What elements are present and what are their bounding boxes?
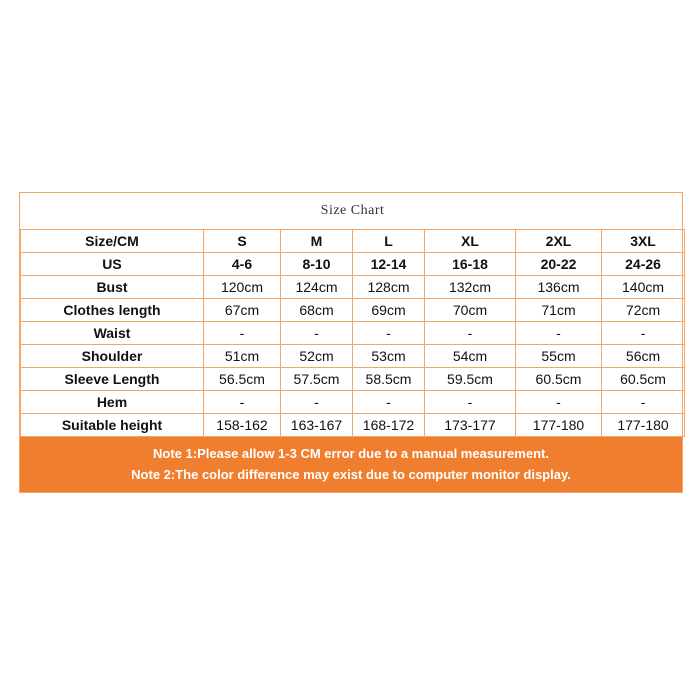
header-cell: XL: [425, 230, 516, 253]
table-cell: -: [516, 322, 602, 345]
table-cell: -: [281, 322, 353, 345]
table-cell: -: [516, 391, 602, 414]
table-cell: 24-26: [602, 253, 685, 276]
table-cell: 69cm: [353, 299, 425, 322]
row-label: Clothes length: [21, 299, 204, 322]
table-cell: 158-162: [204, 414, 281, 437]
header-cell: L: [353, 230, 425, 253]
header-cell: Size/CM: [21, 230, 204, 253]
table-row: [21, 368, 685, 391]
table-cell: 59.5cm: [425, 368, 516, 391]
table-cell: 53cm: [353, 345, 425, 368]
table-cell: -: [425, 322, 516, 345]
table-row: [21, 414, 685, 437]
table-row: [21, 391, 685, 414]
table-cell: -: [353, 391, 425, 414]
table-cell: 55cm: [516, 345, 602, 368]
table-cell: 56.5cm: [204, 368, 281, 391]
table-cell: 60.5cm: [516, 368, 602, 391]
table-cell: 120cm: [204, 276, 281, 299]
table-row: [21, 345, 685, 368]
table-cell: -: [204, 391, 281, 414]
table-cell: -: [602, 322, 685, 345]
table-cell: 54cm: [425, 345, 516, 368]
note-1: Note 1:Please allow 1-3 CM error due to a manual measurement.: [153, 446, 549, 461]
table-cell: 132cm: [425, 276, 516, 299]
table-cell: -: [281, 391, 353, 414]
table-cell: 58.5cm: [353, 368, 425, 391]
table-cell: -: [425, 391, 516, 414]
table-cell: 56cm: [602, 345, 685, 368]
row-label: Hem: [21, 391, 204, 414]
table-cell: 16-18: [425, 253, 516, 276]
header-row: [21, 230, 685, 253]
table-row: [21, 276, 685, 299]
table-cell: 60.5cm: [602, 368, 685, 391]
table-row: [21, 299, 685, 322]
table-cell: 140cm: [602, 276, 685, 299]
table-cell: 128cm: [353, 276, 425, 299]
notes-banner: [20, 437, 682, 492]
table-cell: 57.5cm: [281, 368, 353, 391]
table-cell: 72cm: [602, 299, 685, 322]
header-cell: 2XL: [516, 230, 602, 253]
table-cell: 70cm: [425, 299, 516, 322]
size-chart: [19, 192, 683, 493]
table-cell: 67cm: [204, 299, 281, 322]
table-cell: -: [204, 322, 281, 345]
row-label: US: [21, 253, 204, 276]
table-cell: 51cm: [204, 345, 281, 368]
row-label: Waist: [21, 322, 204, 345]
table-cell: 168-172: [353, 414, 425, 437]
table-cell: -: [602, 391, 685, 414]
row-label: Bust: [21, 276, 204, 299]
table-cell: 71cm: [516, 299, 602, 322]
table-cell: 124cm: [281, 276, 353, 299]
table-cell: 52cm: [281, 345, 353, 368]
table-cell: 136cm: [516, 276, 602, 299]
table-row: [21, 253, 685, 276]
table-cell: 177-180: [516, 414, 602, 437]
header-cell: 3XL: [602, 230, 685, 253]
table-row: [21, 322, 685, 345]
size-table: [20, 193, 685, 437]
table-cell: 177-180: [602, 414, 685, 437]
row-label: Sleeve Length: [21, 368, 204, 391]
table-cell: 173-177: [425, 414, 516, 437]
row-label: Suitable height: [21, 414, 204, 437]
chart-title: Size Chart: [21, 193, 685, 230]
table-cell: 4-6: [204, 253, 281, 276]
table-cell: 12-14: [353, 253, 425, 276]
note-2: Note 2:The color difference may exist due to computer monitor display.: [131, 467, 571, 482]
table-cell: 163-167: [281, 414, 353, 437]
header-cell: S: [204, 230, 281, 253]
header-cell: M: [281, 230, 353, 253]
table-cell: 68cm: [281, 299, 353, 322]
table-cell: 20-22: [516, 253, 602, 276]
table-cell: 8-10: [281, 253, 353, 276]
table-cell: -: [353, 322, 425, 345]
row-label: Shoulder: [21, 345, 204, 368]
